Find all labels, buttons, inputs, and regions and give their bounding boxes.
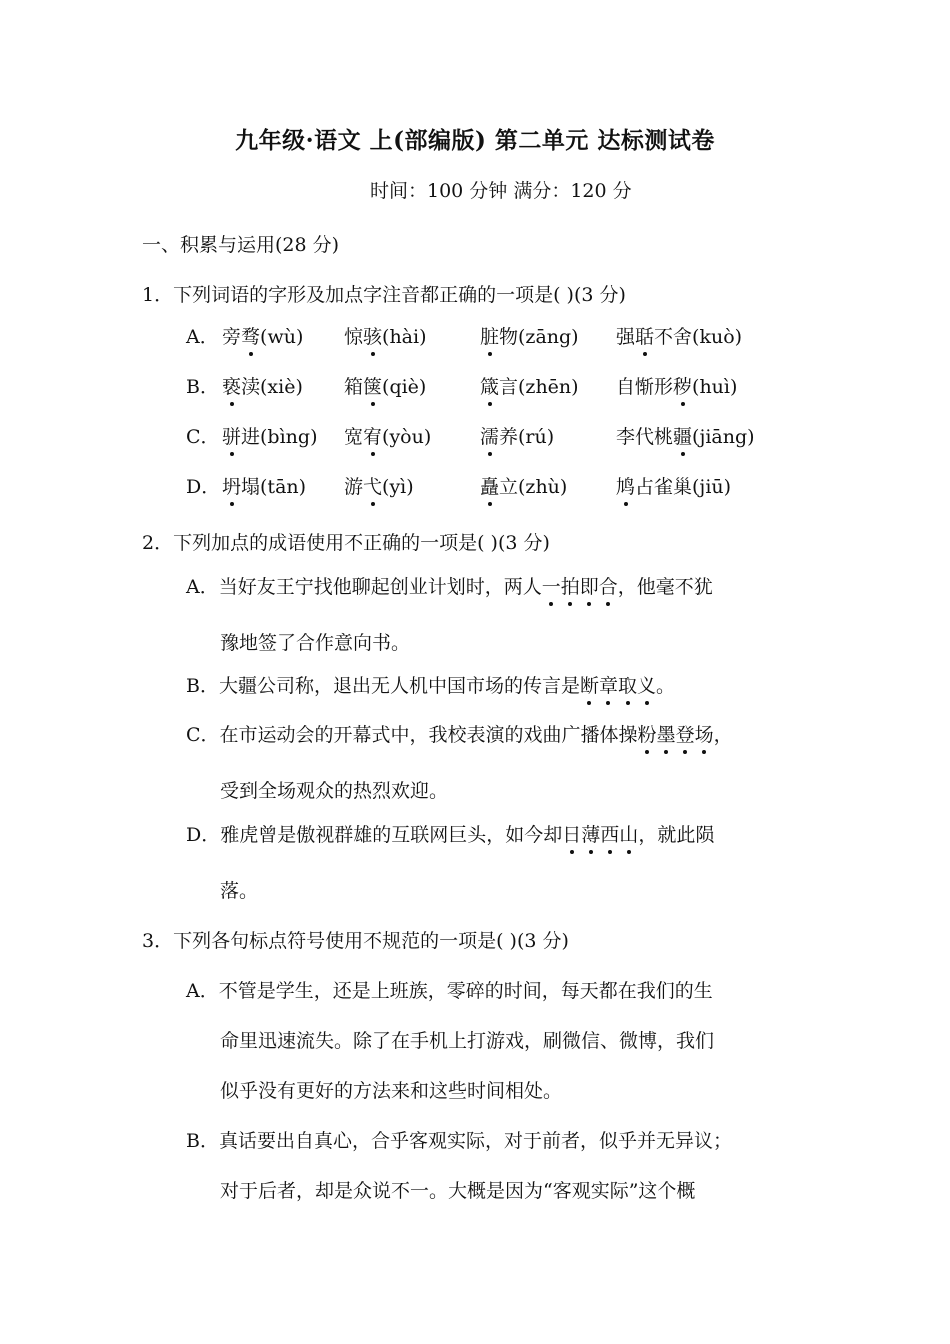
option-text: A．当好友王宁找他聊起创业计划时，两人 (186, 576, 542, 598)
dotted-char: 一 (542, 572, 561, 599)
word-item (344, 422, 431, 449)
section-heading: 一、积累与运用(28 分) (142, 234, 340, 256)
option-text: ，就此陨 (638, 824, 715, 846)
word-item (616, 322, 742, 349)
dotted-char: 章 (599, 671, 618, 698)
word-suffix: (hài) (382, 326, 427, 348)
dotted-char: 箴 (480, 372, 499, 399)
dotted-char: 坍 (222, 472, 241, 499)
dotted-char: 骈 (222, 422, 241, 449)
word-suffix: (yòu) (382, 426, 432, 448)
word-suffix: (jiāng) (692, 426, 755, 448)
dotted-char: 粉 (638, 720, 657, 747)
word-prefix: 旁 (222, 326, 242, 348)
dotted-char: 义 (637, 671, 656, 698)
dotted-char: 宥 (363, 422, 382, 449)
option-letter: D． (186, 476, 221, 498)
dotted-char: 矗 (480, 472, 499, 499)
question-3-option-a-cont: 命里迅速流失。除了在手机上打游戏，刷微信、微博，我们 (220, 1030, 715, 1052)
dotted-char: 西 (600, 820, 619, 847)
word-item (222, 322, 303, 349)
dotted-char: 断 (580, 671, 599, 698)
option-text: ， (713, 724, 733, 746)
word-prefix: 宽 (344, 426, 364, 448)
word-suffix: 物(zāng) (499, 326, 579, 348)
question-3-option-a-cont: 似乎没有更好的方法来和这些时间相处。 (220, 1080, 563, 1102)
dotted-char: 登 (676, 720, 695, 747)
question-2-option-d-cont: 落。 (220, 880, 259, 902)
option-text: 。 (656, 675, 676, 697)
option-text: B．大疆公司称，退出无人机中国市场的传言是 (186, 675, 580, 697)
word-item (480, 372, 579, 399)
word-item (344, 472, 414, 499)
question-3-option-a: A．不管是学生，还是上班族，零碎的时间，每天都在我们的生 (186, 980, 713, 1002)
dotted-char: 取 (618, 671, 637, 698)
option-text: C．在市运动会的开幕式中，我校表演的戏曲广播体操 (186, 724, 638, 746)
word-prefix: 强 (616, 326, 636, 348)
word-suffix: (huì) (692, 376, 738, 398)
page-title: 九年级·语文 上(部编版) 第二单元 达标测试卷 (235, 127, 715, 154)
word-suffix: 渎(xiè) (241, 376, 303, 398)
dotted-char: 鸠 (616, 472, 635, 499)
option-text: D．雅虎曾是傲视群雄的互联网巨头，如今却 (186, 824, 563, 846)
question-2-option-a-cont: 豫地签了合作意向书。 (220, 632, 411, 654)
word-suffix: 塌(tān) (241, 476, 307, 498)
word-suffix: 进(bìng) (241, 426, 318, 448)
word-item (616, 372, 737, 399)
question-3-option-b: B．真话要出自真心，合乎客观实际，对于前者，似乎并无异议； (186, 1130, 732, 1152)
word-item (480, 322, 579, 349)
word-item (344, 372, 426, 399)
word-item (616, 422, 755, 449)
dotted-char: 脏 (480, 322, 499, 349)
dotted-char: 亵 (222, 372, 241, 399)
word-suffix: (yì) (382, 476, 414, 498)
dotted-char: 拍 (561, 572, 580, 599)
dotted-char: 疆 (673, 422, 692, 449)
word-item (222, 422, 317, 449)
word-prefix: 箱 (344, 376, 364, 398)
dotted-char: 场 (695, 720, 714, 747)
dotted-char: 日 (562, 820, 581, 847)
word-prefix: 惊 (344, 326, 364, 348)
dotted-char: 合 (599, 572, 618, 599)
option-text: ，他毫不犹 (617, 576, 713, 598)
dotted-char: 秽 (673, 372, 692, 399)
word-suffix: 养(rú) (499, 426, 555, 448)
word-suffix: (wù) (260, 326, 304, 348)
word-item (222, 472, 306, 499)
dotted-char: 山 (619, 820, 638, 847)
word-prefix: 自惭形 (616, 376, 674, 398)
word-item (616, 472, 731, 499)
question-2-option-c (186, 720, 733, 747)
dotted-char: 骛 (241, 322, 260, 349)
dotted-char: 墨 (657, 720, 676, 747)
word-item (480, 472, 567, 499)
question-2-option-c-cont: 受到全场观众的热烈欢迎。 (220, 780, 449, 802)
dotted-char: 薄 (581, 820, 600, 847)
option-letter: B． (186, 376, 219, 398)
word-prefix: 游 (344, 476, 364, 498)
question-2-option-d (186, 820, 714, 847)
dotted-char: 弋 (363, 472, 382, 499)
word-item (480, 422, 554, 449)
dotted-char: 聒 (635, 322, 654, 349)
question-2-option-b (186, 671, 675, 698)
dotted-char: 即 (580, 572, 599, 599)
question-3-stem: 3．下列各句标点符号使用不规范的一项是( )(3 分) (142, 930, 569, 952)
question-2-stem: 2．下列加点的成语使用不正确的一项是( )(3 分) (142, 532, 550, 554)
question-2-option-a (186, 572, 713, 599)
option-letter: A． (186, 326, 219, 348)
word-prefix: 李代桃 (616, 426, 674, 448)
word-item (222, 372, 303, 399)
word-suffix: 不舍(kuò) (654, 326, 743, 348)
dotted-char: 濡 (480, 422, 499, 449)
option-letter: C． (186, 426, 220, 448)
word-item (344, 322, 427, 349)
word-suffix: 占雀巢(jiū) (635, 476, 732, 498)
dotted-char: 骇 (363, 322, 382, 349)
question-3-option-b-cont: 对于后者，却是众说不一。大概是因为“客观实际”这个概 (220, 1180, 696, 1202)
word-suffix: (qiè) (382, 376, 427, 398)
word-suffix: 立(zhù) (499, 476, 568, 498)
word-suffix: 言(zhēn) (499, 376, 579, 398)
question-1-stem: 1．下列词语的字形及加点字注音都正确的一项是( )(3 分) (142, 284, 626, 306)
exam-time-score: 时间：100 分钟 满分：120 分 (370, 180, 632, 202)
dotted-char: 箧 (363, 372, 382, 399)
